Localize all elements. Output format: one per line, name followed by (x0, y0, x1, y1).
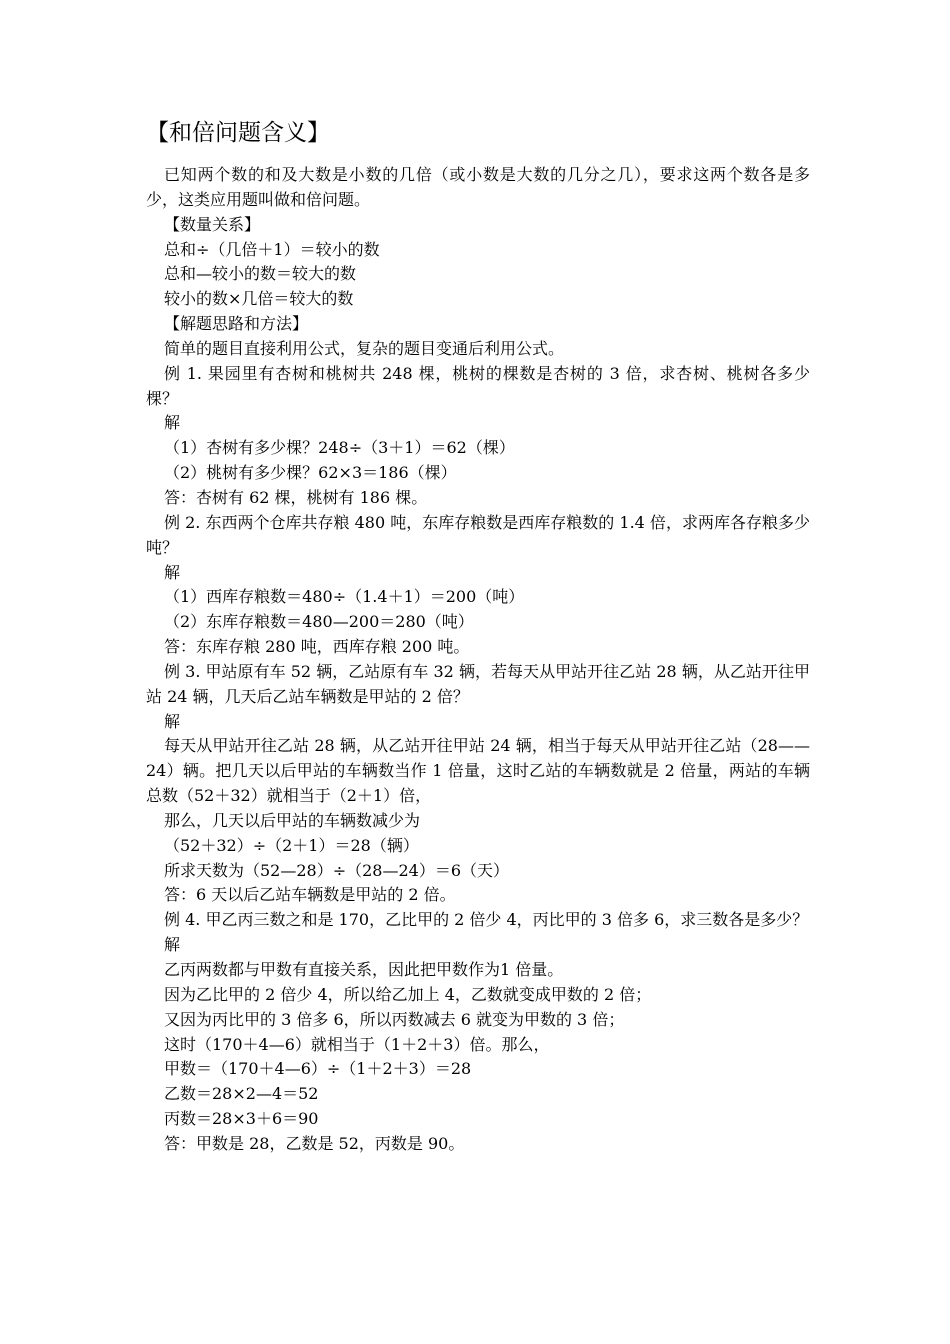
solution-step: 丙数＝28×3＋6＝90 (164, 1109, 319, 1129)
example-answer: 答：甲数是 28，乙数是 52，丙数是 90。 (164, 1133, 465, 1153)
solution-step: 这时（170＋4—6）就相当于（1＋2＋3）倍。那么， (164, 1034, 550, 1054)
solution-step: （1）杏树有多少棵？248÷（3＋1）＝62（棵） (164, 438, 515, 458)
solve-label: 解 (164, 935, 181, 955)
solve-label: 解 (164, 413, 181, 433)
formula-line: 总和÷（几倍＋1）＝较小的数 (164, 239, 380, 259)
solution-step: 甲数＝（170＋4—6）÷（1＋2＋3）＝28 (164, 1059, 472, 1079)
section-heading-relations: 【数量关系】 (164, 214, 261, 234)
intro-paragraph: 已知两个数的和及大数是小数的几倍（或小数是大数的几分之几），要求这两个数各是多少，这类应用题叫做和倍问题。 (146, 165, 810, 209)
solution-step: （1）西库存粮数＝480÷（1.4＋1）＝200（吨） (164, 587, 525, 607)
method-text: 简单的题目直接利用公式，复杂的题目变通后利用公式。 (164, 338, 565, 358)
solution-step: （52＋32）÷（2＋1）＝28（辆） (164, 835, 419, 855)
solution-step: 乙丙两数都与甲数有直接关系，因此把甲数作为1 倍量。 (164, 960, 564, 979)
solution-step: 那么，几天以后甲站的车辆数减少为 (164, 810, 421, 830)
document-body (146, 163, 810, 1157)
solution-step: （2）东库存粮数＝480—200＝280（吨） (164, 612, 474, 632)
example-question: 例 3. 甲站原有车 52 辆，乙站原有车 32 辆，若每天从甲站开往乙站 28 辆，从乙站开往甲站 24 辆，几天后乙站车辆数是甲站的 2 倍？ (146, 661, 810, 706)
page-title: 【和倍问题含义】 (146, 120, 330, 146)
example-answer: 答：东库存粮 280 吨，西库存粮 200 吨。 (164, 637, 470, 657)
solution-step: 乙数＝28×2—4＝52 (164, 1084, 319, 1104)
example-question: 例 1. 果园里有杏树和桃树共 248 棵，桃树的棵数是杏树的 3 倍，求杏树、桃树各多少棵？ (146, 363, 810, 408)
solve-label: 解 (164, 711, 181, 731)
solution-step: （2）桃树有多少棵？62×3＝186（棵） (164, 463, 457, 483)
example-answer: 答：杏树有 62 棵，桃树有 186 棵。 (164, 487, 428, 507)
formula-line: 总和—较小的数＝较大的数 (164, 264, 357, 284)
section-heading-method: 【解题思路和方法】 (164, 314, 309, 334)
solution-step: 又因为丙比甲的 3 倍多 6，所以丙数减去 6 就变为甲数的 3 倍； (164, 1009, 625, 1029)
solution-step: 因为乙比甲的 2 倍少 4，所以给乙加上 4，乙数就变成甲数的 2 倍； (164, 984, 652, 1004)
solve-label: 解 (164, 562, 181, 582)
example-question: 例 2. 东西两个仓库共存粮 480 吨，东库存粮数是西库存粮数的 1.4 倍，求两库各存粮多少吨？ (146, 512, 810, 557)
solution-explanation: 每天从甲站开往乙站 28 辆，从乙站开往甲站 24 辆，相当于每天从甲站开往乙站（28——24）辆。把几天以后甲站的车辆数当作 1 倍量，这时乙站的车辆数就是 2 倍量，两站的车辆总数（52＋32）就相当于（2＋1）倍， (146, 736, 810, 806)
solution-step: 所求天数为（52—28）÷（28—24）＝6（天） (164, 860, 510, 880)
formula-line: 较小的数×几倍＝较大的数 (164, 289, 354, 309)
example-answer: 答：6 天以后乙站车辆数是甲站的 2 倍。 (164, 885, 456, 905)
example-question: 例 4. 甲乙丙三数之和是 170，乙比甲的 2 倍少 4，丙比甲的 3 倍多 6，求三数各是多少？ (164, 910, 809, 930)
